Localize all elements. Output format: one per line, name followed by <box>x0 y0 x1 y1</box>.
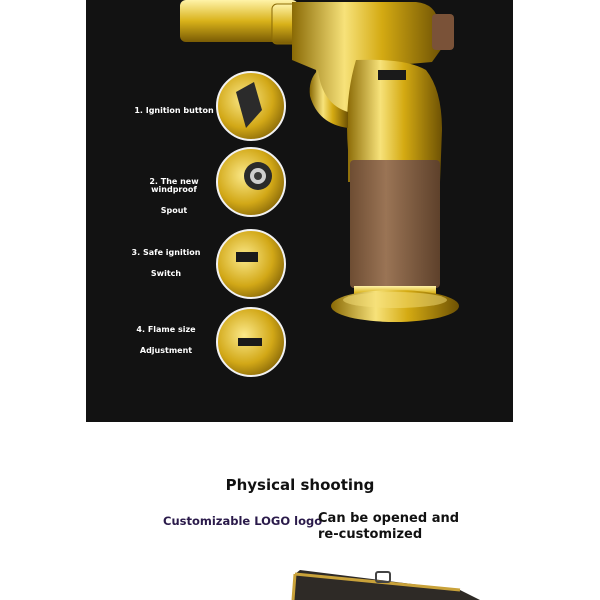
feature-1-line1: 1. Ignition button <box>134 106 214 115</box>
feature-3-line1: 3. Safe ignition <box>131 248 201 257</box>
feature-2-line2: Spout <box>160 206 188 215</box>
customization-line2: re-customized <box>318 527 423 542</box>
customization-line1: Can be opened and <box>318 511 460 526</box>
feature-4-line2: Adjustment <box>139 346 193 355</box>
feature-4-line1: 4. Flame size <box>136 325 196 334</box>
logo-label: Customizable LOGO logo <box>163 514 323 528</box>
feature-3-line2: Switch <box>150 269 182 278</box>
feature-2-line1: 2. The new windproof <box>149 177 199 194</box>
section-title: Physical shooting <box>225 476 375 494</box>
